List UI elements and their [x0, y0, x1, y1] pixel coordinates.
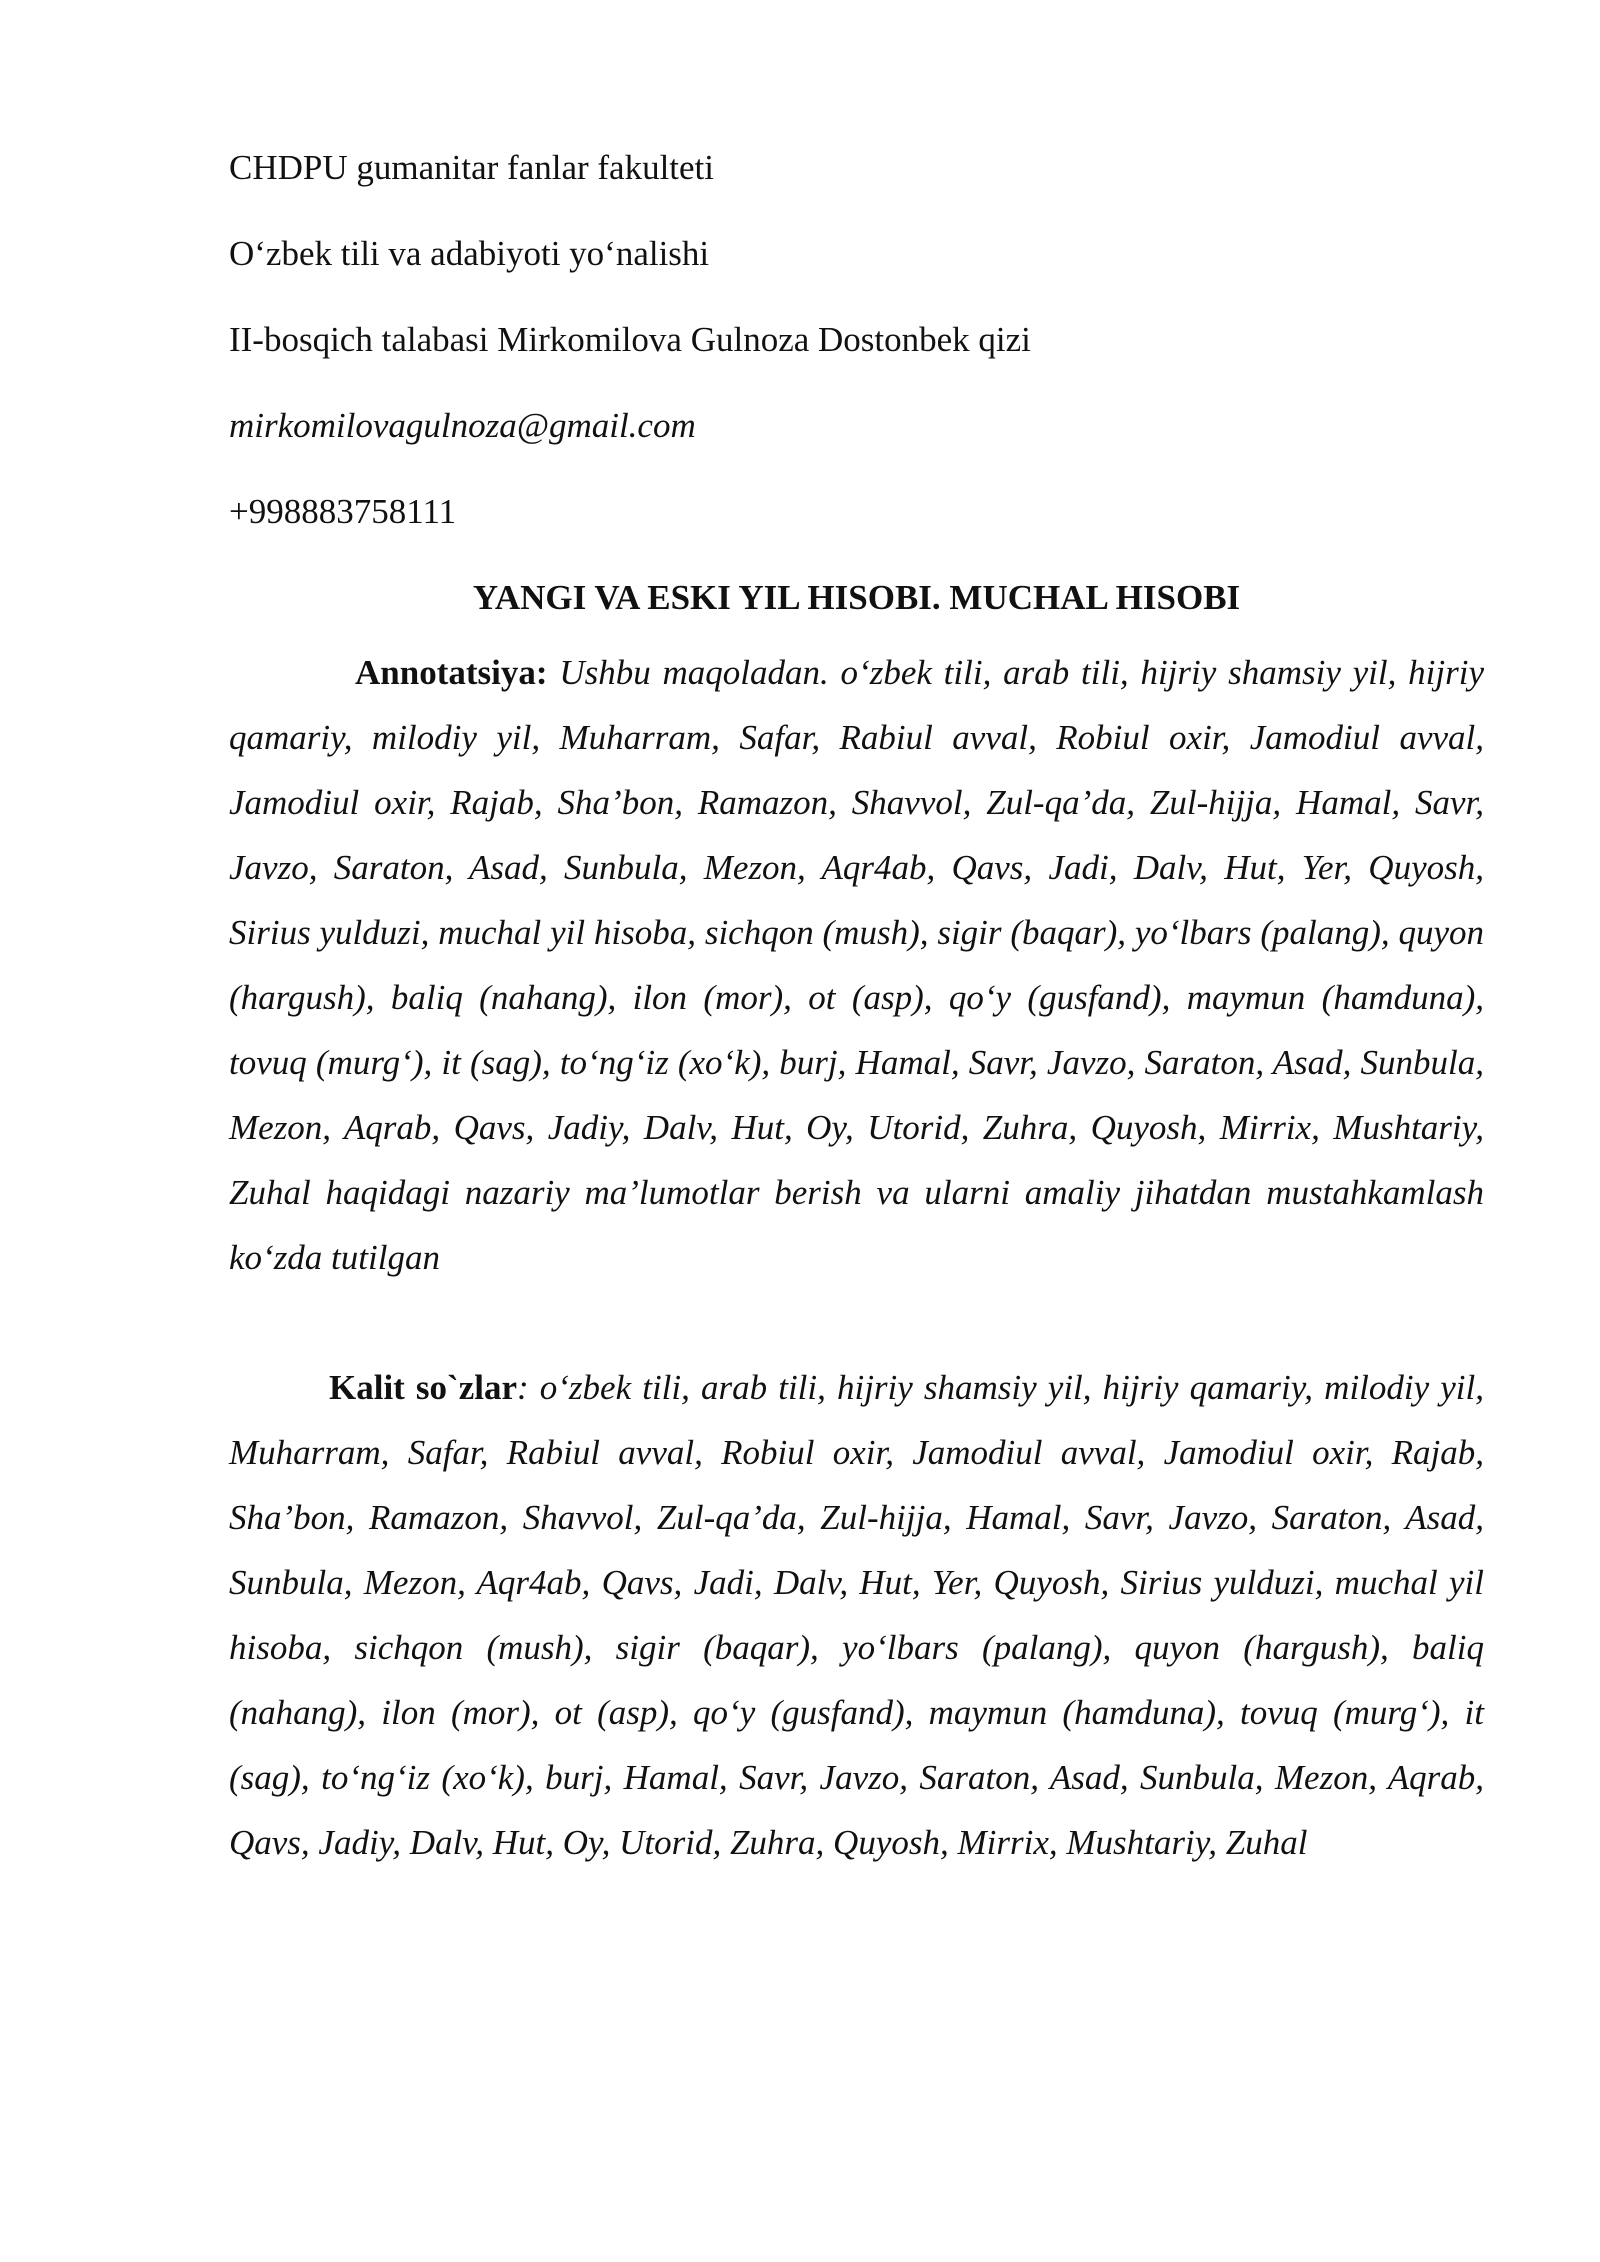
direction-line: O‘zbek tili va adabiyoti yo‘nalishi — [229, 234, 710, 273]
email-line: mirkomilovagulnoza@gmail.com — [229, 406, 696, 445]
student-line: II-bosqich talabasi Mirkomilova Gulnoza Dostonbek qizi — [229, 320, 1031, 359]
article-title: YANGI VA ESKI YIL HISOBI. MUCHAL HISOBI — [472, 578, 1241, 617]
phone-line: +998883758111 — [229, 492, 457, 531]
annotation-label: Annotatsiya: — [355, 653, 548, 692]
annotation-paragraph — [229, 640, 1484, 1290]
keywords-label: Kalit so`zlar — [329, 1368, 518, 1407]
keywords-text: : o‘zbek tili, arab tili, hijriy shamsiy yil, hijriy qamariy, milodiy yil, Muharram, Safar, Rabiul avval, Robiul oxir, Jamodiul avval, Jamodiul oxir, Rajab, Sha’bon, Ramazon, Shavvol, Zul-qa’da, Zul-hijja, Hamal, Savr, Javzo, Saraton, Asad, Sunbula, Mezon, Aqr4ab, Qavs, Jadi, Dalv, Hut, Yer, Quyosh, Sirius yulduzi, muchal yil hisoba, sichqon (mush), sigir (baqar), yo‘lbars (palang), quyon (hargush), baliq (nahang), ilon (mor), ot (asp), qo‘y (gusfand), maymun (hamduna), tovuq (murg‘), it (sag), to‘ng‘iz (xo‘k), burj, Hamal, Savr, Javzo, Saraton, Asad, Sunbula, Mezon, Aqrab, Qavs, Jadiy, Dalv, Hut, Oy, Utorid, Zuhra, Quyosh, Mirrix, Mushtariy, Zuhal — [229, 1368, 1484, 1862]
annotation-text: Ushbu maqoladan. o‘zbek tili, arab tili, hijriy shamsiy yil, hijriy qamariy, milodiy yil, Muharram, Safar, Rabiul avval, Robiul oxir, Jamodiul avval, Jamodiul oxir, Rajab, Sha’bon, Ramazon, Shavvol, Zul-qa’da, Zul-hijja, Hamal, Savr, Javzo, Saraton, Asad, Sunbula, Mezon, Aqr4ab, Qavs, Jadi, Dalv, Hut, Yer, Quyosh, Sirius yulduzi, muchal yil hisoba, sichqon (mush), sigir (baqar), yo‘lbars (palang), quyon (hargush), baliq (nahang), ilon (mor), ot (asp), qo‘y (gusfand), maymun (hamduna), tovuq (murg‘), it (sag), to‘ng‘iz (xo‘k), burj, Hamal, Savr, Javzo, Saraton, Asad, Sunbula, Mezon, Aqrab, Qavs, Jadiy, Dalv, Hut, Oy, Utorid, Zuhra, Quyosh, Mirrix, Mushtariy, Zuhal haqidagi nazariy ma’lumotlar berish va ularni amaliy jihatdan mustahkamlash ko‘zda tutilgan — [229, 653, 1484, 1277]
faculty-line: CHDPU gumanitar fanlar fakulteti — [229, 148, 715, 187]
keywords-paragraph — [229, 1355, 1484, 1875]
document-page — [229, 148, 1484, 1875]
